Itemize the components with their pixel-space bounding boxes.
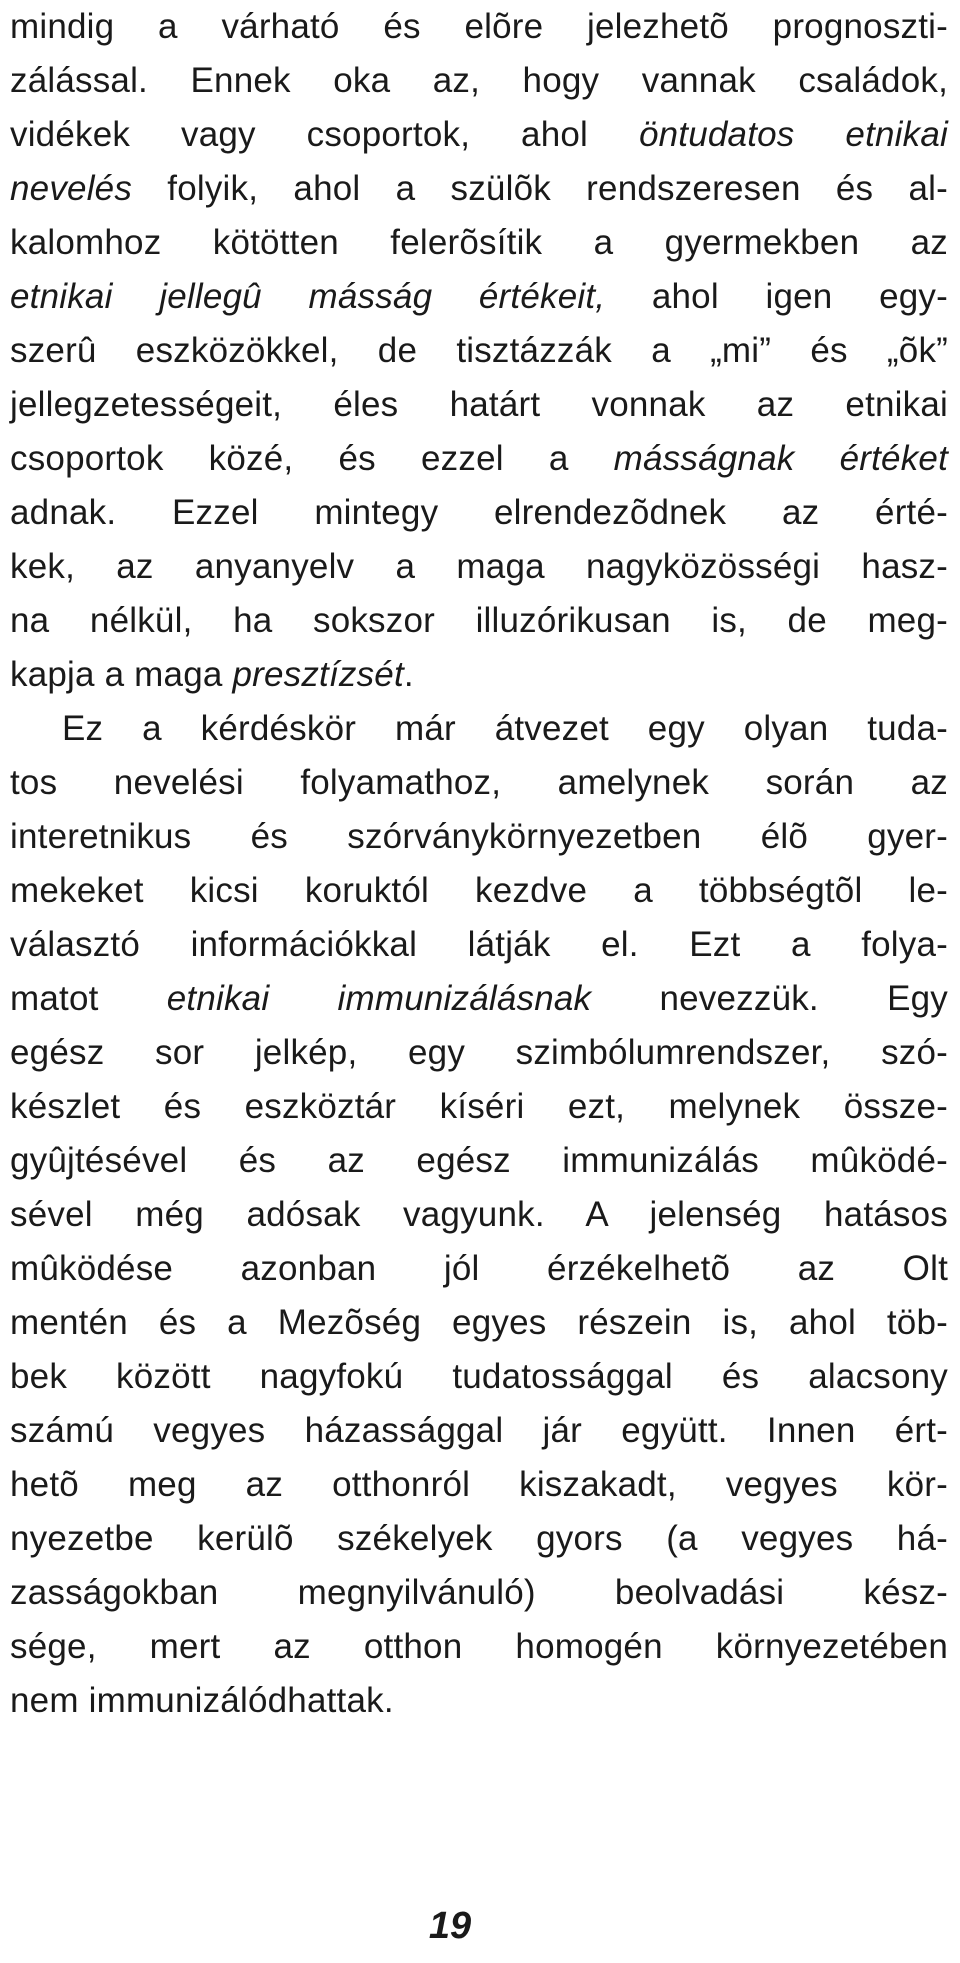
text-line bbox=[10, 1512, 948, 1566]
text-line bbox=[10, 594, 948, 648]
text-line bbox=[10, 918, 948, 972]
text-line bbox=[10, 0, 948, 54]
text-run: egész sor jelkép, egy szimbólumrendszer, szó- bbox=[10, 1033, 948, 1072]
text-line bbox=[10, 1242, 948, 1296]
text-run: sége, mert az otthon homogén környezetében bbox=[10, 1627, 948, 1666]
text-run: szerû eszközökkel, de tisztázzák a „mi” és „õk” bbox=[10, 331, 948, 370]
text-run: adnak. Ezzel mintegy elrendezõdnek az érté- bbox=[10, 493, 948, 532]
text-run: Ez a kérdéskör már átvezet egy olyan tuda- bbox=[62, 709, 948, 748]
text-run: számú vegyes házassággal jár együtt. Innen ért- bbox=[10, 1411, 948, 1450]
text-run: folyik, ahol a szülõk rendszeresen és al- bbox=[132, 169, 948, 208]
text-run: mûködése azonban jól érzékelhetõ az Olt bbox=[10, 1249, 948, 1288]
text-line bbox=[10, 1296, 948, 1350]
text-line bbox=[10, 270, 948, 324]
text-line bbox=[10, 432, 948, 486]
text-run: interetnikus és szórványkörnyezetben élõ gyer- bbox=[10, 817, 948, 856]
text-run: zasságokban megnyilvánuló) beolvadási kész- bbox=[10, 1573, 948, 1612]
text-run: nyezetbe kerülõ székelyek gyors (a vegyes há- bbox=[10, 1519, 948, 1558]
paragraph-p2 bbox=[10, 702, 948, 1728]
italic-text: nevelés bbox=[10, 169, 133, 208]
text-line bbox=[10, 702, 948, 756]
text-line bbox=[10, 1620, 948, 1674]
text-line bbox=[10, 756, 948, 810]
page-number: 19 bbox=[428, 1905, 472, 1947]
text-line bbox=[10, 162, 948, 216]
text-line bbox=[10, 648, 948, 702]
text-run: mindig a várható és elõre jelezhetõ prognoszti- bbox=[10, 7, 948, 46]
text-run: gyûjtésével és az egész immunizálás mûködé- bbox=[10, 1141, 948, 1180]
italic-text: etnikai jellegû másság értékeit, bbox=[10, 277, 606, 316]
text-line bbox=[10, 324, 948, 378]
italic-text: etnikai immunizálásnak bbox=[166, 979, 592, 1018]
text-run: vidékek vagy csoportok, ahol bbox=[10, 115, 639, 154]
text-run: kapja a maga bbox=[10, 655, 233, 694]
text-run: ahol igen egy- bbox=[605, 277, 948, 316]
text-run: matot bbox=[10, 979, 167, 1018]
text-line bbox=[10, 1188, 948, 1242]
text-run: nem immunizálódhattak. bbox=[10, 1681, 394, 1720]
text-line bbox=[10, 972, 948, 1026]
text-line bbox=[10, 810, 948, 864]
text-run: készlet és eszköztár kíséri ezt, melynek össze- bbox=[10, 1087, 948, 1126]
text-line bbox=[10, 1566, 948, 1620]
text-line bbox=[10, 108, 948, 162]
text-run: mekeket kicsi koruktól kezdve a többségtõl le- bbox=[10, 871, 948, 910]
text-line bbox=[10, 54, 948, 108]
paragraph-p1 bbox=[10, 0, 948, 702]
text-run: kalomhoz kötötten felerõsítik a gyermekben az bbox=[10, 223, 948, 262]
text-line bbox=[10, 216, 948, 270]
text-run: tos nevelési folyamathoz, amelynek során az bbox=[10, 763, 948, 802]
text-run: csoportok közé, és ezzel a bbox=[10, 439, 614, 478]
text-run: zálással. Ennek oka az, hogy vannak családok, bbox=[10, 61, 948, 100]
italic-text: öntudatos etnikai bbox=[638, 115, 948, 154]
text-line bbox=[10, 1350, 948, 1404]
text-line bbox=[10, 540, 948, 594]
italic-text: presztízsét bbox=[232, 655, 404, 694]
text-run: sével még adósak vagyunk. A jelenség hatásos bbox=[10, 1195, 948, 1234]
italic-text: másságnak értéket bbox=[613, 439, 948, 478]
text-run: választó információkkal látják el. Ezt a folya- bbox=[10, 925, 948, 964]
text-line bbox=[10, 1404, 948, 1458]
text-line bbox=[10, 486, 948, 540]
text-run: . bbox=[403, 655, 414, 694]
text-run: hetõ meg az otthonról kiszakadt, vegyes kör- bbox=[10, 1465, 948, 1504]
text-line bbox=[10, 864, 948, 918]
text-run: nevezzük. Egy bbox=[591, 979, 948, 1018]
body-text bbox=[10, 0, 948, 1728]
text-run: bek között nagyfokú tudatossággal és alacsony bbox=[10, 1357, 948, 1396]
text-line bbox=[10, 1134, 948, 1188]
text-run: na nélkül, ha sokszor illuzórikusan is, de meg- bbox=[10, 601, 948, 640]
text-line bbox=[10, 1026, 948, 1080]
text-run: jellegzetességeit, éles határt vonnak az etnikai bbox=[10, 385, 948, 424]
text-line bbox=[10, 378, 948, 432]
text-run: kek, az anyanyelv a maga nagyközösségi hasz- bbox=[10, 547, 948, 586]
text-line bbox=[10, 1458, 948, 1512]
text-line bbox=[10, 1080, 948, 1134]
text-run: mentén és a Mezõség egyes részein is, ahol töb- bbox=[10, 1303, 948, 1342]
text-line bbox=[10, 1674, 948, 1728]
